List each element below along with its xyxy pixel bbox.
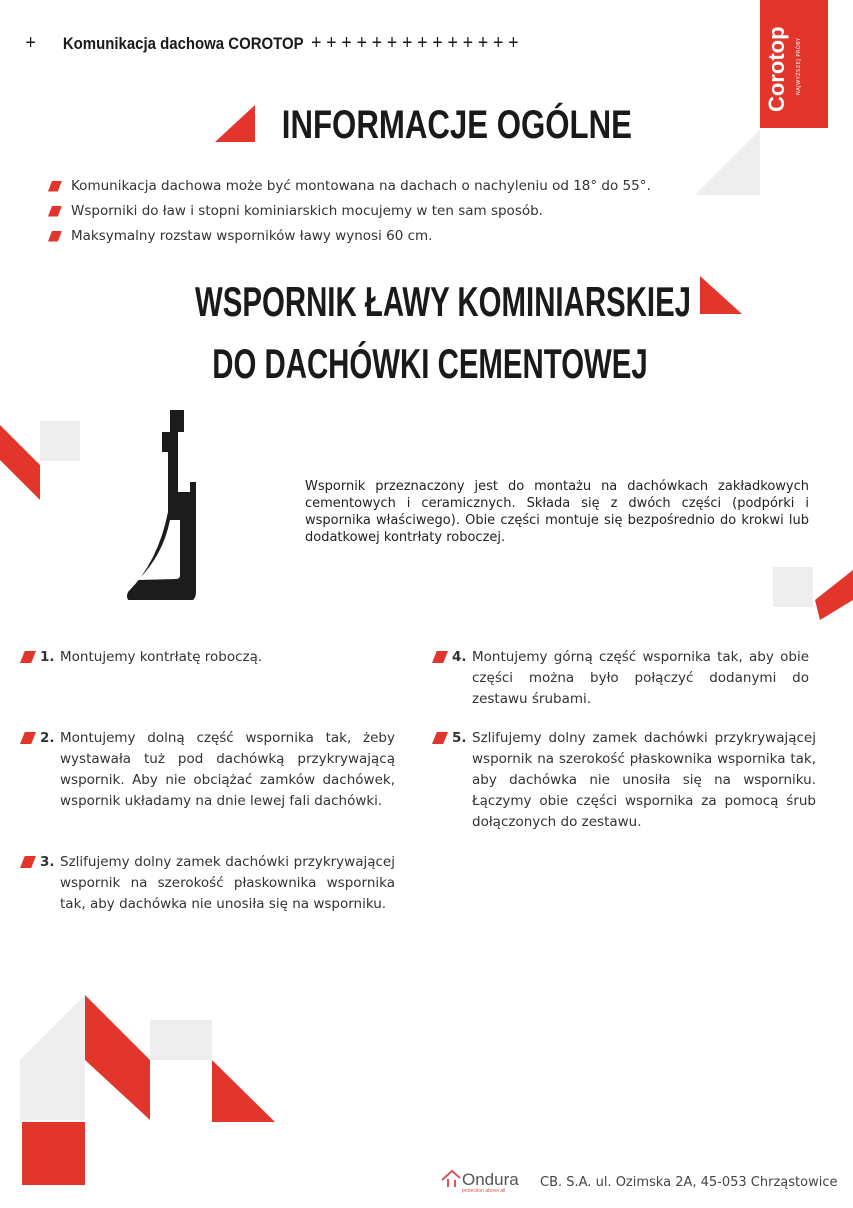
step-item: [20, 647, 395, 668]
step-text: Montujemy dolną część wspornika tak, żeby wystawała tuż pod dachówką przykrywającą wspornik. Aby nie obciążać zamków dachówek, wspornik układamy na dnie lewej fali dachówki.: [60, 730, 395, 809]
page-header: [22, 32, 522, 55]
red-triangle-title: [215, 105, 255, 142]
step-text: Montujemy kontrłatę roboczą.: [60, 649, 263, 665]
step-number: 2.: [40, 730, 55, 746]
bullet-item: [48, 203, 543, 219]
bullet-icon: [48, 181, 62, 192]
bullet-item: [48, 228, 432, 244]
grey-square-bottom: [150, 1020, 212, 1060]
header-brand: COROTOP: [228, 34, 304, 53]
step-marker-icon: [20, 651, 36, 663]
corotop-tagline: NAJWYŻSZEJ PRÓBY: [796, 37, 802, 95]
step-text: Szlifujemy dolny zamek dachówki przykrywającej wspornik na szerokość płaskownika wspornika tak, aby dachówka nie unosiła się na wsporniku. Łączymy obie części wspornika za pomocą śrub dołączonych do zestawu.: [472, 730, 816, 830]
plus-trail: + + + + + + + + + + + + + +: [311, 32, 519, 54]
product-title-line1: WSPORNIK ŁAWY KOMINIARSKIEJ: [195, 278, 692, 325]
step-item: [432, 728, 816, 833]
step-marker-icon: [20, 732, 36, 744]
product-description: Wspornik przeznaczony jest do montażu na dachówkach zakładkowych cementowych i ceramicznych. Składa się z dwóch części (podpórki i wspornika właściwego). Obie części montuje się bezpośrednio do krokwi lub dodatkowej kontrłaty roboczej.: [305, 479, 809, 545]
red-triangle-heading: [700, 276, 742, 314]
step-text: Montujemy górną część wspornika tak, aby obie części można było połączyć dodanymi do zestawu śrubami.: [472, 649, 809, 707]
step-marker-icon: [432, 651, 448, 663]
house-icon: [440, 1168, 462, 1188]
step-number: 5.: [452, 730, 467, 746]
grey-house-shape: [20, 995, 85, 1120]
footer-address: CB. S.A. ul. Ozimska 2A, 45-053 Chrząstowice: [540, 1175, 838, 1190]
grey-triangle-top-right: [695, 130, 760, 195]
ondura-logo: [440, 1168, 519, 1194]
step-item: [432, 647, 809, 710]
step-number: 1.: [40, 649, 55, 665]
step-number: 4.: [452, 649, 467, 665]
red-triangle-bottom: [212, 1060, 275, 1122]
ondura-name: Ondura: [462, 1170, 519, 1189]
red-diagonal-shape: [85, 995, 150, 1120]
ondura-tagline: protection above all: [462, 1188, 506, 1194]
bullet-item: [48, 178, 651, 194]
bullet-text: Wsporniki do ław i stopni kominiarskich mocujemy w ten sam sposób.: [71, 203, 543, 219]
plus-mark: +: [25, 32, 36, 54]
corotop-logo: Corotop: [764, 26, 789, 112]
section-title-general: INFORMACJE OGÓLNE: [281, 103, 632, 147]
step-marker-icon: [432, 732, 448, 744]
bullet-text: Maksymalny rozstaw wsporników ławy wynosi 60 cm.: [71, 228, 433, 244]
bullet-icon: [48, 206, 62, 217]
bracket-image: [118, 405, 208, 600]
step-marker-icon: [20, 856, 36, 868]
step-text: Szlifujemy dolny zamek dachówki przykrywającej wspornik na szerokość płaskownika wspornika tak, aby dachówka nie unosiła się na wsporniku.: [60, 854, 395, 912]
red-square-bottom: [22, 1122, 85, 1185]
step-item: [20, 852, 395, 915]
step-item: [20, 728, 395, 812]
step-number: 3.: [40, 854, 55, 870]
grey-square-left: [40, 421, 80, 461]
red-shape-right: [815, 570, 853, 620]
corotop-logo-tab: [760, 0, 828, 128]
bullet-icon: [48, 231, 62, 242]
product-title-line2: DO DACHÓWKI CEMENTOWEJ: [212, 340, 648, 387]
header-title: Komunikacja dachowa: [62, 34, 229, 53]
red-shape-left: [0, 425, 40, 500]
bullet-text: Komunikacja dachowa może być montowana na dachach o nachyleniu od 18° do 55°.: [71, 178, 651, 194]
grey-square-right: [773, 567, 813, 607]
